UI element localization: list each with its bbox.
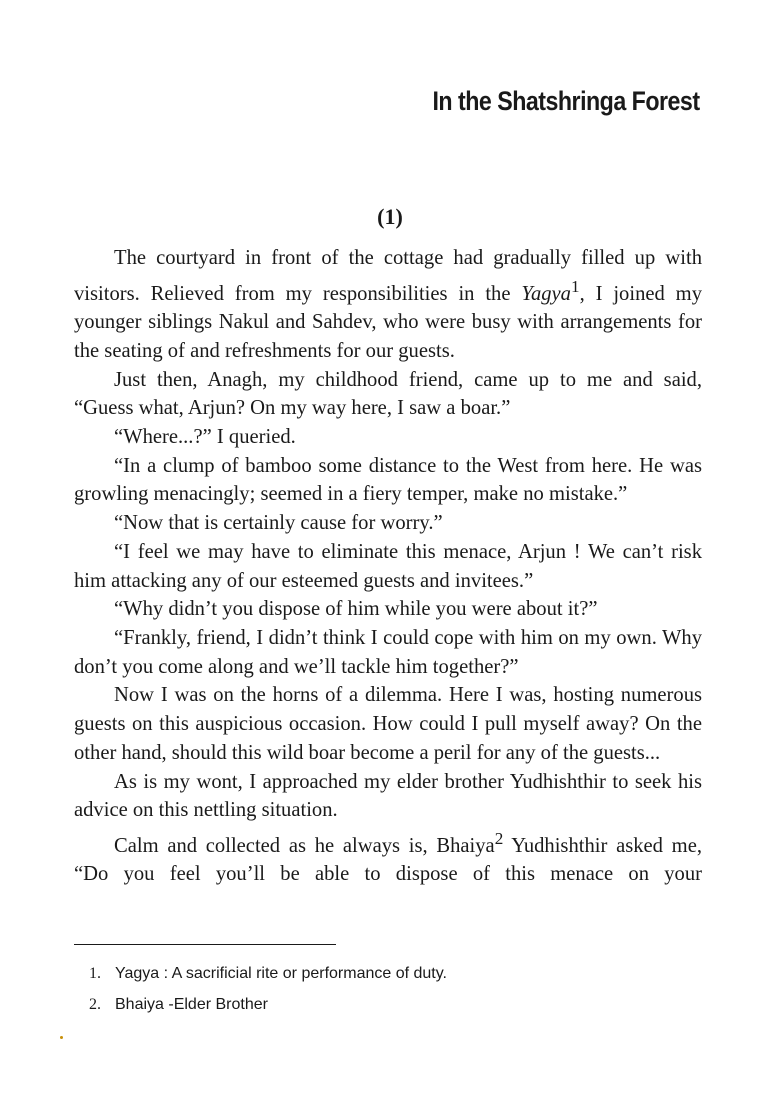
footnotes [89, 958, 689, 1020]
footnote-divider [74, 944, 336, 945]
emphasis-term: Yagya [521, 282, 571, 305]
paragraph: Just then, Anagh, my childhood friend, came up to me and said, “Guess what, Arjun? On my way here, I saw a boar.” [74, 368, 702, 420]
footnote-ref: 2 [494, 828, 504, 848]
paragraph: “I feel we may have to eliminate this menace, Arjun ! We can’t risk him attacking any of our esteemed guests and invitees.” [74, 540, 702, 592]
paragraph: As is my wont, I approached my elder brother Yudhishthir to seek his advice on this nettling situation. [74, 770, 702, 822]
paragraph: “Now that is certainly cause for worry.” [114, 512, 443, 535]
paragraph: “Frankly, friend, I didn’t think I could cope with him on my own. Why don’t you come along and we’ll tackle him together?” [74, 627, 702, 678]
paragraph: “Why didn’t you dispose of him while you were about it?” [114, 598, 598, 621]
paragraph: The courtyard in front of the cottage had gradually filled up with visitors. Relieved from my responsibilities in the Yagya$^1$, I joined my younger siblings Nakul and Sahdev, who were busy with arrangements for the seating of and refreshments for our guests. [74, 247, 703, 362]
chapter-title: In the Shatshringa Forest [432, 86, 700, 116]
paragraph: Now I was on the horns of a dilemma. Here I was, hosting numerous guests on this auspicious occasion. How could I pull myself away? On the other hand, should this wild boar become a peril for any of the guests... [74, 684, 702, 764]
footnote-text: Bhaiya -Elder Brother [115, 996, 268, 1013]
footnote-number: 1. [89, 965, 101, 982]
footnote-text: Yagya : A sacrificial rite or performance of duty. [115, 965, 447, 982]
footnote [89, 958, 689, 989]
footnote-number: 2. [89, 996, 101, 1013]
paragraph: Calm and collected as he always is, Bhaiya$^2$ Yudhishthir asked me, “Do you feel you’ll be able to dispose of this menace on your [74, 828, 702, 886]
section-number: (1) [377, 204, 403, 229]
footnote-ref: 1 [570, 276, 580, 296]
paragraph: “Where...?” I queried. [114, 426, 296, 449]
paragraph: “In a clump of bamboo some distance to the West from here. He was growling menacingly; seemed in a fiery temper, make no mistake.” [74, 454, 702, 506]
footnote [89, 989, 689, 1020]
body-text [74, 244, 702, 889]
print-speck [60, 1036, 63, 1039]
